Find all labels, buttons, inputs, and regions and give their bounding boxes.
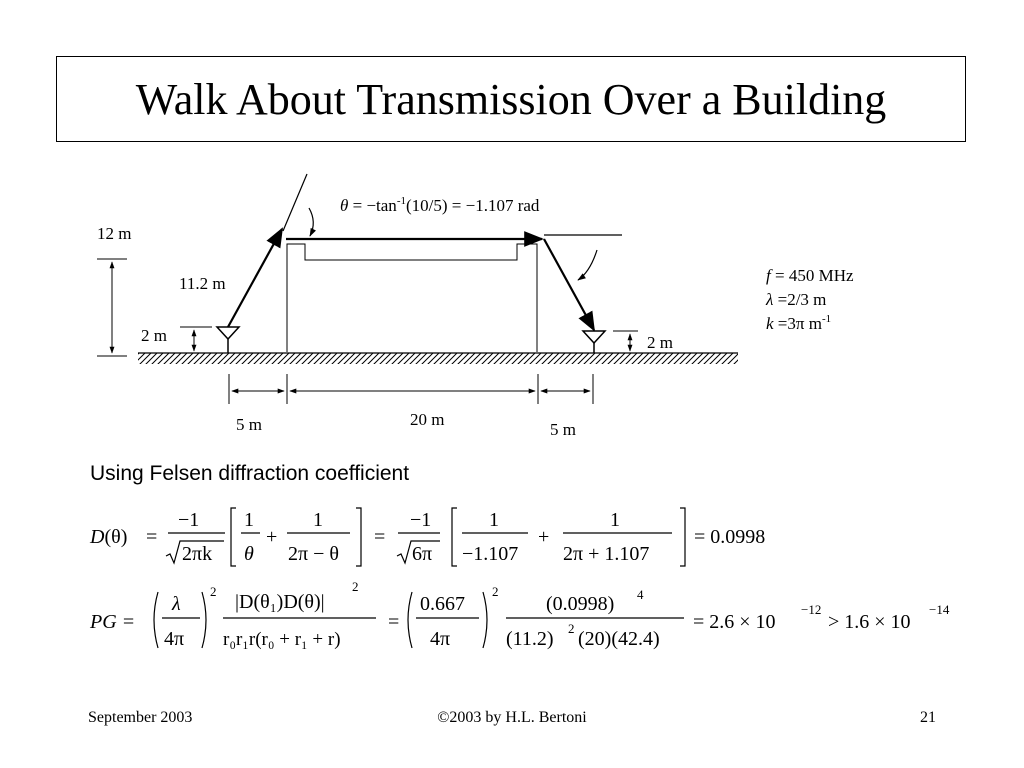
param-wavenumber: k =3π $m^{-1}$ [766,313,832,333]
building-width-label: 20 m [410,410,445,429]
svg-text:2: 2 [210,584,217,599]
svg-text:−12: −12 [801,602,822,617]
svg-text:+: + [266,526,278,548]
svg-text:(11.2): (11.2) [506,628,554,650]
svg-text:6π: 6π [412,543,433,565]
slide-title: Walk About Transmission Over a Building [135,74,887,124]
footer-copyright: ©2003 by H.L. Bertoni [437,709,587,726]
equation-d [89,508,765,566]
svg-text:=: = [374,526,386,548]
svg-text:4π: 4π [164,628,185,650]
svg-text:|D(θ₁)D(θ)|: |D(θ₁)D(θ)| [235,591,325,613]
svg-text:4π: 4π [430,628,451,650]
svg-text:1: 1 [313,509,323,531]
right-antenna-height-label: 2 m [647,333,673,352]
svg-text:2πk: 2πk [182,543,213,565]
svg-text:2: 2 [492,584,499,599]
footer-page-number: 21 [920,709,936,726]
building [287,244,537,352]
svg-text:= 2.6 × 10: = 2.6 × 10 [693,611,776,633]
left-antenna-height-label: 2 m [141,326,167,345]
param-wavelength: λ =2/3 m [766,290,827,309]
left-antenna [217,327,239,353]
svg-text:+: + [538,526,550,548]
horizontal-dimensions [229,374,593,404]
svg-text:0.667: 0.667 [420,593,465,615]
svg-text:−14: −14 [929,602,950,617]
angle-arrow-right [578,250,597,280]
svg-text:=: = [388,611,400,633]
svg-text:(0.0998): (0.0998) [546,593,615,615]
svg-text:2π + 1.107: 2π + 1.107 [563,543,650,565]
svg-text:−1: −1 [410,509,432,531]
footer-date: September 2003 [88,709,193,726]
svg-text:−1.107: −1.107 [462,543,519,565]
svg-text:−1: −1 [178,509,200,531]
svg-text:2: 2 [352,579,359,594]
svg-text:=: = [146,526,158,548]
slant-label: 11.2 m [179,274,226,293]
left-spacing-label: 5 m [236,415,262,434]
svg-text:r₀r₁r(r₀ + r₁ + r): r₀r₁r(r₀ + r₁ + r) [223,629,341,650]
svg-text:λ: λ [172,593,181,615]
right-antenna [583,331,605,353]
right-spacing-label: 5 m [550,420,576,439]
theta-formula: $\theta = -\tan^{-1}(10/5) = -1.107$ rad [340,195,540,215]
left-antenna-dimension [180,327,212,351]
angle-arrow-left [309,208,313,236]
ground [138,353,738,364]
svg-text:4: 4 [637,587,644,602]
right-antenna-dimension [613,331,638,351]
svg-text:2π − θ: 2π − θ [288,543,339,565]
equation-pg [89,579,950,650]
svg-text:1: 1 [610,509,620,531]
param-frequency: f = 450 MHz [766,266,854,285]
svg-text:= 0.0998: = 0.0998 [694,526,766,548]
svg-text:(20)(42.4): (20)(42.4) [578,628,660,650]
height-dimension [97,259,127,356]
height-label: 12 m [97,224,132,243]
svg-text:D(θ): D(θ) [90,526,128,548]
svg-text:> 1.6 × 10: > 1.6 × 10 [828,611,911,633]
svg-text:2: 2 [568,621,575,636]
svg-text:PG =: PG = [90,611,136,633]
subheading: Using Felsen diffraction coefficient [90,462,410,485]
svg-text:θ: θ [244,543,254,565]
svg-text:1: 1 [489,509,499,531]
svg-text:1: 1 [244,509,254,531]
